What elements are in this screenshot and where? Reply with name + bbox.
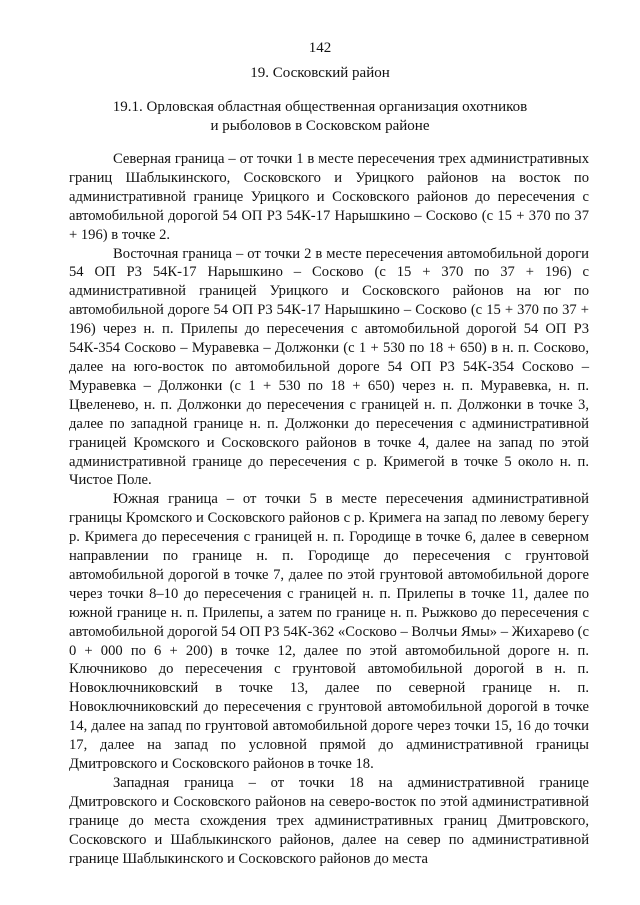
page-number: 142 — [308, 40, 332, 56]
paragraph-northern-border: Северная граница – от точки 1 в месте пересечения трех административных границ Шаблыкинского, Сосковского и Урицкого районов на восток по административной границе Урицкого и Сосковского районов до пересечения с автомобильной дорогой 54 ОП Р3 54К-17 Нарышкино – Сосково (с 15 + 370 по 37 + 196) в точке 2. — [69, 151, 589, 243]
section-heading-line-1: 19.1. Орловская областная общественная организация охотников — [112, 99, 528, 115]
section-heading-line-2: и рыболовов в Сосковском районе — [210, 118, 430, 134]
paragraph-southern-border: Южная граница – от точки 5 в месте пересечения административной границы Кромского и Сосковского районов с р. Кримега на запад по левому берегу р. Кримега до пересечения с границей н. п. Городище в точке 6, далее в северном направлении по границе н. п. Городище до пересечения с грунтовой автомобильной дорогой в точке 7, далее по этой грунтовой автомобильной дороге через точки 8–10 до пересечения с границей н. п. Прилепы в точке 11, далее по южной границе н. п. Прилепы, а затем по границе н. п. Рыжково до пересечения с автомобильной дорогой 54 ОП Р3 54К-362 «Сосково – Волчьи Ямы» – Жихарево (с 0 + 000 по 6 + 200) в точке 12, далее по этой автомобильной дороге н. п. Ключниково до пересечения с грунтовой автомобильной дорогой в н. п. Новоключниковский в точке 13, далее по северной границе н. п. Новоключниковский до пересечения с грунтовой автомобильной дорогой в точке 14, далее на запад по грунтовой автомобильной дороге через точки 15, 16 до точки 17, далее на запад по условной прямой до административной границы Дмитровского и Сосковского районов в точке 18. — [69, 491, 589, 772]
paragraph-eastern-border: Восточная граница – от точки 2 в месте пересечения автомобильной дороги 54 ОП Р3 54К-17 Нарышкино – Сосково (с 15 + 370 по 37 + 196) с административной границей Урицкого и Сосковского районов на юг по автомобильной дороге 54 ОП Р3 54К-17 Нарышкино – Сосково (с 15 + 370 по 37 + 196) через н. п. Прилепы до пересечения с автомобильной дорогой 54 ОП Р3 54К-354 Сосково – Муравевка – Должонки (с 1 + 530 по 18 + 650) в н. п. Сосково, далее на юго-восток по автомобильной дороге 54 ОП Р3 54К-354 Сосково – Муравевка – Должонки (с 1 + 530 по 18 + 650) через н. п. Муравевка, н. п. Цвеленево, н. п. Должонки до пересечения с границей н. п. Должонки в точке 3, далее по западной границе н. п. Должонки до пересечения с административной границей Кромского и Сосковского районов в точке 4, далее на запад по этой административной границе до пересечения с р. Кримегой в точке 5 около н. п. Чистое Поле. — [69, 245, 589, 489]
body-text — [69, 150, 589, 868]
paragraph-western-border: Западная граница – от точки 18 на административной границе Дмитровского и Сосковского районов на северо-восток по этой административной границе до места схождения трех административных границ Дмитровского, Сосковского и Шаблыкинского районов, далее на север по административной границе Шаблыкинского и Сосковского районов до места — [69, 774, 589, 867]
district-heading: 19. Сосковский район — [250, 65, 390, 81]
section-heading — [0, 98, 640, 136]
